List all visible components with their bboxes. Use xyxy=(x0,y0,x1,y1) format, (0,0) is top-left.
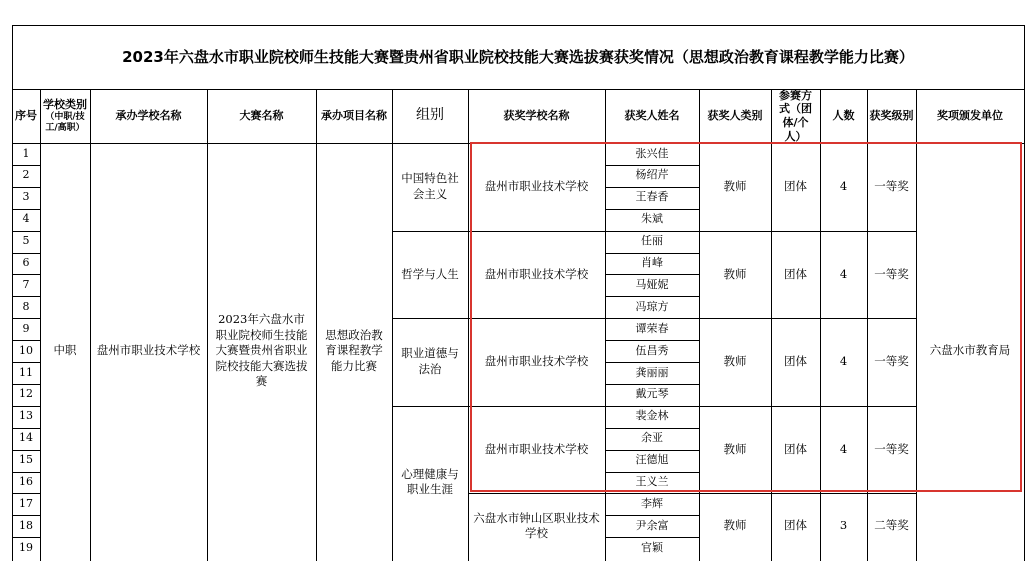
winner-type-cell: 教师 xyxy=(723,354,747,369)
header-award-level: 获奖级别 xyxy=(869,109,914,123)
row-number: 7 xyxy=(22,277,30,291)
count-cell: 3 xyxy=(839,518,848,533)
contest-name-cell: 2023年六盘水市职业院校师生技能大赛暨贵州省职业院校技能大赛选拔赛 xyxy=(215,312,308,389)
header-count: 人数 xyxy=(832,109,855,123)
winner-name-cell: 戴元琴 xyxy=(635,387,669,401)
winner-name-cell: 马娅妮 xyxy=(635,277,669,291)
winner-name-cell: 尹余富 xyxy=(635,518,669,532)
winner-name-cell: 朱斌 xyxy=(641,212,663,226)
row-number: 12 xyxy=(19,387,33,401)
row-number: 15 xyxy=(19,453,33,467)
award-school-cell: 盘州市职业技术学校 xyxy=(484,354,589,369)
row-number: 17 xyxy=(19,496,33,510)
award-level-cell: 一等奖 xyxy=(874,441,909,456)
winner-name-cell: 汪德旭 xyxy=(635,453,669,467)
award-school-cell: 盘州市职业技术学校 xyxy=(484,179,589,194)
row-number: 9 xyxy=(22,321,30,335)
award-school-cell: 六盘水市钟山区职业技术学校 xyxy=(473,510,600,541)
header-school-type-sub: （中职/技工/高职） xyxy=(45,112,85,133)
winner-name-cell: 肖峰 xyxy=(641,256,663,270)
document-title: 2023年六盘水市职业院校师生技能大赛暨贵州省职业院校技能大赛选拔赛获奖情况（思想政治教育课程教学能力比赛） xyxy=(122,47,914,66)
table-right-border xyxy=(1024,25,1025,561)
header-school-type xyxy=(40,89,90,143)
row-number: 10 xyxy=(19,343,33,357)
winner-name-cell: 任丽 xyxy=(641,234,663,248)
row-number: 6 xyxy=(22,256,30,270)
winner-name-cell: 官颖 xyxy=(641,540,663,554)
winner-name-cell: 伍昌秀 xyxy=(635,343,669,357)
row-number: 13 xyxy=(19,409,33,423)
winner-name-cell: 王义兰 xyxy=(635,475,669,489)
header-issuer: 奖项颁发单位 xyxy=(937,109,1003,123)
row-number: 8 xyxy=(22,299,30,313)
award-level-cell: 二等奖 xyxy=(874,518,909,533)
issuer-cell: 六盘水市教育局 xyxy=(929,343,1011,358)
row-number: 1 xyxy=(22,146,30,160)
school-type-cell: 中职 xyxy=(53,343,77,358)
host-school-cell: 盘州市职业技术学校 xyxy=(96,343,201,358)
header-winner-name: 获奖人姓名 xyxy=(624,109,680,123)
mode-cell: 团体 xyxy=(784,354,807,369)
header-winner-type: 获奖人类别 xyxy=(707,109,763,123)
award-level-cell: 一等奖 xyxy=(874,179,909,194)
award-school-cell: 盘州市职业技术学校 xyxy=(484,441,589,456)
award-level-cell: 一等奖 xyxy=(874,266,909,281)
row-number: 19 xyxy=(19,540,33,554)
award-school-cell: 盘州市职业技术学校 xyxy=(484,266,589,281)
count-cell: 4 xyxy=(839,441,848,456)
header-host-school: 承办学校名称 xyxy=(115,109,182,123)
header-group: 组别 xyxy=(416,107,444,124)
row-number: 3 xyxy=(22,190,30,204)
row-number: 11 xyxy=(19,365,33,379)
winner-name-cell: 裴金林 xyxy=(635,409,669,423)
row-number: 2 xyxy=(22,168,30,182)
row-number: 16 xyxy=(19,475,33,489)
winner-name-cell: 张兴佳 xyxy=(635,146,669,160)
winner-type-cell: 教师 xyxy=(723,518,747,533)
header-mode: 参赛方式（团体/个人） xyxy=(779,88,812,143)
winner-name-cell: 杨绍芹 xyxy=(635,168,669,182)
winner-type-cell: 教师 xyxy=(723,266,747,281)
group-cell: 职业道德与法治 xyxy=(401,346,459,376)
mode-cell: 团体 xyxy=(784,179,807,194)
winner-type-cell: 教师 xyxy=(723,441,747,456)
winner-name-cell: 王春香 xyxy=(635,190,669,204)
group-cell: 中国特色社会主义 xyxy=(401,171,459,201)
winner-type-cell: 教师 xyxy=(723,179,747,194)
winner-name-cell: 龚丽丽 xyxy=(635,365,669,379)
header-contest-name: 大赛名称 xyxy=(239,109,284,123)
header-award-school: 获奖学校名称 xyxy=(503,109,570,123)
group-cell: 心理健康与职业生涯 xyxy=(401,466,459,497)
row-number: 18 xyxy=(19,518,33,532)
winner-name-cell: 谭荣春 xyxy=(635,321,669,335)
header-seq: 序号 xyxy=(15,109,37,123)
header-school-type-label: 学校类别 xyxy=(43,98,87,112)
count-cell: 4 xyxy=(839,266,848,281)
mode-cell: 团体 xyxy=(784,441,807,456)
award-level-cell: 一等奖 xyxy=(874,354,909,369)
group-cell: 哲学与人生 xyxy=(401,266,459,281)
winner-name-cell: 冯琼方 xyxy=(635,299,669,313)
winner-name-cell: 李辉 xyxy=(641,496,663,510)
row-number: 5 xyxy=(22,234,30,248)
mode-cell: 团体 xyxy=(784,266,807,281)
row-number: 4 xyxy=(22,212,30,226)
mode-cell: 团体 xyxy=(784,518,807,533)
row-number: 14 xyxy=(19,431,33,445)
host-project-cell: 思想政治教育课程教学能力比赛 xyxy=(325,327,383,373)
count-cell: 4 xyxy=(839,354,848,369)
count-cell: 4 xyxy=(839,179,848,194)
winner-name-cell: 余亚 xyxy=(641,431,663,445)
header-host-project: 承办项目名称 xyxy=(321,109,387,123)
